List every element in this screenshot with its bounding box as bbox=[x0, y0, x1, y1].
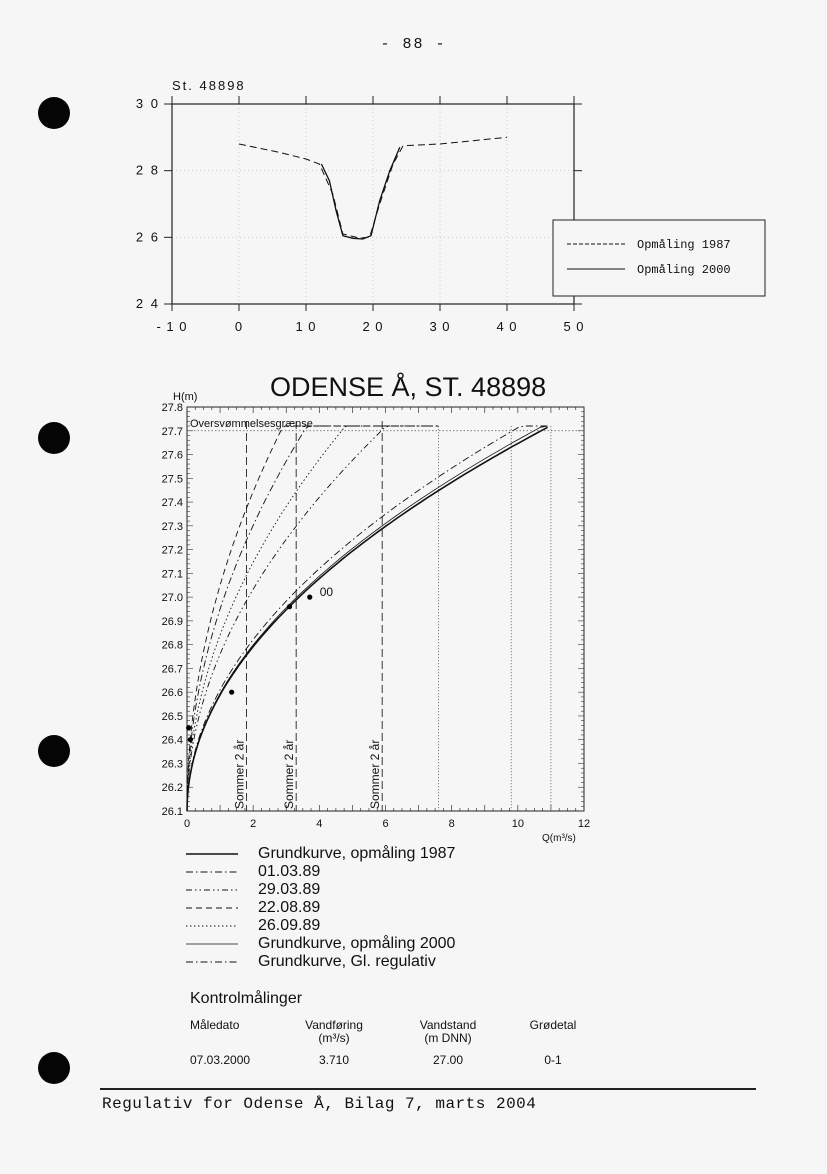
rc-point-label: 00 bbox=[319, 585, 334, 600]
rc-y-tick-label: 27.7 bbox=[161, 425, 183, 438]
rc-summer-label-3: Sommer 2 år bbox=[368, 739, 383, 809]
xs-x-tick-label: - 1 0 bbox=[156, 319, 188, 334]
legend-item bbox=[186, 863, 320, 881]
kontrol-header-level: Vandstand (m DNN) bbox=[419, 1018, 477, 1045]
legend-item bbox=[186, 935, 455, 953]
kontrol-title: Kontrolmålinger bbox=[190, 990, 303, 1007]
kontrol-cell-date: 07.03.2000 bbox=[190, 1053, 251, 1067]
xs-series-2 bbox=[321, 147, 399, 239]
xs-x-tick-label: 2 0 bbox=[362, 319, 384, 334]
xs-title: St. 48898 bbox=[172, 78, 246, 93]
legend-item bbox=[186, 845, 455, 863]
legend-label: Grundkurve, Gl. regulativ bbox=[258, 953, 436, 970]
rc-y-tick-label: 27.4 bbox=[161, 497, 183, 510]
xs-x-tick-label: 5 0 bbox=[563, 319, 585, 334]
rc-y-tick-label: 27.1 bbox=[161, 568, 183, 581]
footer-text: Regulativ for Odense Å, Bilag 7, marts 2004 bbox=[102, 1095, 537, 1113]
xs-x-tick-label: 4 0 bbox=[496, 319, 518, 334]
rc-x-axis-label: Q(m³/s) bbox=[542, 833, 576, 844]
legend-swatch bbox=[186, 849, 238, 859]
legend-label: 22.08.89 bbox=[258, 899, 321, 916]
rc-summer-label-1: Sommer 2 år bbox=[232, 739, 247, 809]
rc-y-tick-label: 26.8 bbox=[161, 639, 183, 652]
rc-y-tick-label: 26.7 bbox=[161, 663, 183, 676]
rc-curve-2 bbox=[187, 426, 438, 811]
rc-point-4 bbox=[287, 604, 292, 609]
kontrol-header-date: Måledato bbox=[190, 1018, 240, 1032]
footer-rule bbox=[100, 1088, 756, 1090]
rc-curve-5 bbox=[187, 426, 419, 811]
legend-label: 26.09.89 bbox=[258, 917, 321, 934]
rc-x-tick-label: 6 bbox=[382, 818, 389, 830]
rc-y-tick-label: 26.6 bbox=[161, 687, 183, 700]
xs-legend-label: Opmåling 2000 bbox=[637, 263, 731, 277]
punch-hole-4 bbox=[38, 1052, 70, 1084]
rc-curve-3 bbox=[187, 426, 438, 811]
legend-swatch bbox=[186, 885, 238, 895]
rc-x-tick-label: 8 bbox=[448, 818, 455, 830]
rc-y-tick-label: 27.2 bbox=[161, 544, 183, 557]
rc-point-2 bbox=[188, 737, 193, 742]
rc-threshold-label: Oversvømmelsesgrænse bbox=[190, 417, 313, 430]
xs-y-tick-label: 2 6 bbox=[135, 229, 160, 245]
rc-y-tick-label: 27.5 bbox=[161, 473, 183, 486]
legend-swatch bbox=[186, 867, 238, 877]
cross-section-chart bbox=[0, 0, 827, 350]
rc-y-tick-label: 26.3 bbox=[161, 758, 183, 771]
xs-x-tick-label: 0 bbox=[234, 319, 244, 334]
rc-point-5 bbox=[307, 595, 312, 600]
legend-item bbox=[186, 881, 320, 899]
legend-item bbox=[186, 899, 320, 917]
rc-point-1 bbox=[186, 725, 191, 730]
rc-y-tick-label: 27.6 bbox=[161, 449, 183, 462]
legend-swatch bbox=[186, 957, 238, 967]
legend-label: 29.03.89 bbox=[258, 881, 321, 898]
page-number: - 88 - bbox=[380, 36, 447, 53]
legend-swatch bbox=[186, 939, 238, 949]
kontrol-header-weed: Grødetal bbox=[529, 1018, 577, 1032]
xs-y-tick-label: 3 0 bbox=[135, 96, 160, 111]
rc-y-tick-label: 26.9 bbox=[161, 615, 183, 628]
rc-y-tick-label: 27.3 bbox=[161, 520, 183, 533]
rc-title: ODENSE Å, ST. 48898 bbox=[270, 372, 547, 402]
rc-x-tick-label: 12 bbox=[577, 818, 591, 830]
kontrol-cell-level: 27.00 bbox=[432, 1053, 464, 1067]
xs-y-tick-label: 2 8 bbox=[135, 162, 160, 178]
legend-item bbox=[186, 953, 436, 971]
xs-x-tick-label: 1 0 bbox=[295, 319, 317, 334]
rc-y-tick-label: 26.5 bbox=[161, 710, 183, 723]
kontrol-header-flow: Vandføring (m³/s) bbox=[305, 1018, 363, 1045]
rc-y-tick-label: 26.2 bbox=[161, 782, 183, 795]
legend-swatch bbox=[186, 921, 238, 931]
legend-label: Grundkurve, opmåling 2000 bbox=[258, 935, 456, 952]
legend-label: 01.03.89 bbox=[258, 863, 321, 880]
rc-y-tick-label: 27.8 bbox=[161, 402, 183, 414]
rc-y-tick-label: 26.1 bbox=[161, 806, 183, 818]
legend-swatch bbox=[186, 903, 238, 913]
xs-legend-box bbox=[553, 220, 765, 296]
xs-legend-label: Opmåling 1987 bbox=[637, 238, 731, 252]
rating-curve-chart bbox=[0, 360, 827, 850]
rc-y-tick-label: 27.0 bbox=[161, 592, 183, 605]
rc-point-3 bbox=[229, 690, 234, 695]
legend-label: Grundkurve, opmåling 1987 bbox=[258, 845, 456, 862]
kontrol-cell-weed: 0-1 bbox=[544, 1053, 562, 1067]
rc-y-axis-label: H(m) bbox=[173, 391, 198, 403]
rc-summer-label-2: Sommer 2 år bbox=[282, 739, 297, 809]
rc-x-tick-label: 2 bbox=[250, 818, 257, 830]
rc-y-tick-label: 26.4 bbox=[161, 734, 183, 747]
xs-x-tick-label: 3 0 bbox=[429, 319, 451, 334]
kontrol-cell-flow: 3.710 bbox=[318, 1053, 350, 1067]
rc-x-tick-label: 4 bbox=[316, 818, 323, 830]
rc-x-tick-label: 10 bbox=[511, 818, 524, 830]
rc-x-tick-label: 0 bbox=[183, 818, 191, 830]
xs-y-tick-label: 2 4 bbox=[135, 296, 160, 311]
legend-item bbox=[186, 917, 320, 935]
